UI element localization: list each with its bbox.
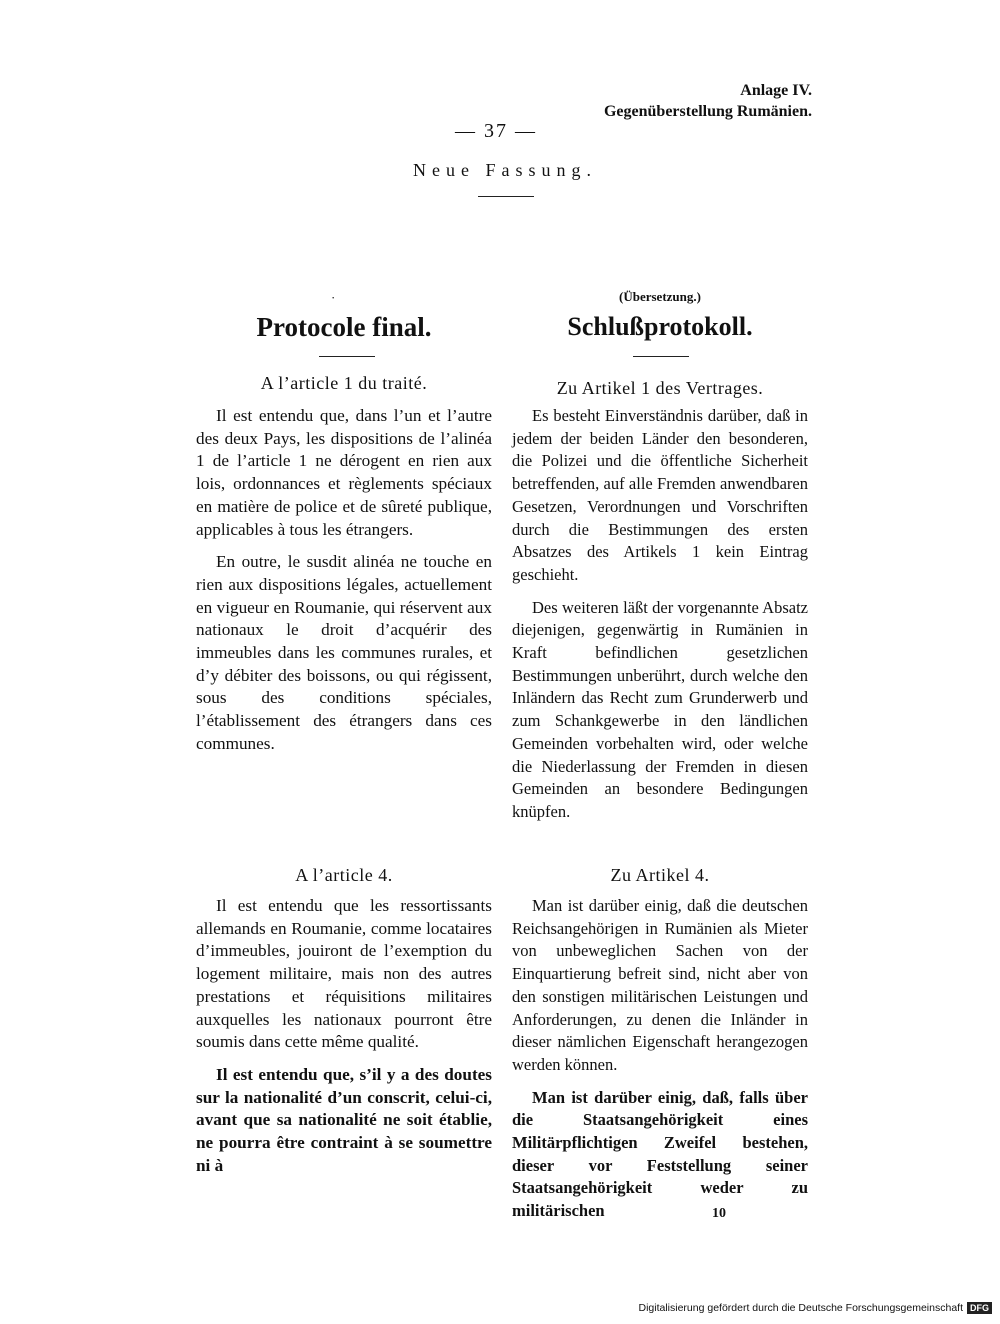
right-section-1-heading: Zu Artikel 1 des Vertrages. — [556, 378, 764, 398]
left-s2-paragraph-2: Il est entendu que, s’il y a des doutes sur la nationalité d’un conscrit, celui-ci, avant que sa nationalité ne soit établie, ne pourra être contraint à se soumettre ni à — [196, 1064, 492, 1175]
annex-label: Anlage IV. — [740, 82, 812, 99]
right-section-1-body — [512, 405, 808, 824]
annex-subtitle: Gegenüberstellung Rumänien. — [603, 103, 812, 120]
signature-mark: 10 — [712, 1206, 726, 1221]
right-section-2-body — [512, 895, 808, 1223]
footer — [638, 1302, 992, 1314]
page-number: — 37 — — [455, 120, 537, 142]
right-section-2-heading: Zu Artikel 4. — [610, 865, 710, 885]
left-section-1-heading: A l’article 1 du traité. — [260, 373, 428, 393]
right-s2-paragraph-1: Man ist darüber einig, daß die deutschen Reichsangehörigen in Rumänien als Mieter von unbeweglichen Sachen von der Einquartierung befreit sind, nicht aber von den sonstigen militärischen Leistungen und Anforderungen, zu denen die Inländer in dieser nämlichen Eigenschaft herangezogen werden können. — [512, 896, 808, 1074]
right-title: Schlußprotokoll. — [567, 312, 753, 341]
right-s1-paragraph-1: Es besteht Einverständnis darüber, daß in jedem der beiden Länder den besonderen, die Polizei und die öffentliche Sicherheit betreffenden, auf alle Fremden anwendbaren Gesetzen, Verordnungen und Vorschriften durch die Bestimmungen des ersten Absatzes des Artikels 1 kein Eintrag geschieht. — [512, 406, 808, 584]
footer-text: Digitalisierung gefördert durch die Deutsche Forschungsgemeinschaft — [638, 1302, 963, 1314]
left-section-2-body — [196, 895, 492, 1177]
annex-header — [604, 80, 812, 122]
translation-note: (Übersetzung.) — [619, 289, 701, 304]
neue-fassung-heading: Neue Fassung. — [413, 160, 597, 180]
left-s2-paragraph-1: Il est entendu que les ressortissants allemands en Roumanie, comme locataires d’immeubles, jouiront de l’exemption du logement militaire, mais non des autres prestations et réquisitions militaires auxquelles les nationaux pourront être soumis dans cette même qualité. — [196, 896, 492, 1052]
dfg-logo-icon: DFG — [967, 1302, 992, 1314]
right-title-rule — [633, 356, 689, 357]
left-title: Protocole final. — [256, 312, 432, 342]
left-s1-paragraph-2: En outre, le susdit alinéa ne touche en rien aux dispositions légales, actuellement en vigueur en Roumanie, qui réservent aux nationaux le droit d’acquérir des immeubles dans les communes rurales, et d’y débiter des boissons, ou qui régissent, sous des conditions spéciales, l’établissement des étrangers dans ces communes. — [196, 552, 492, 753]
right-s2-paragraph-2: Man ist darüber einig, daß, falls über die Staatsangehörigkeit eines Militärpflichtigen Zweifel bestehen, dieser vor Feststellung seiner Staatsangehörigkeit weder zu militärischen — [512, 1087, 808, 1221]
speck: · — [331, 290, 336, 305]
left-title-rule — [319, 356, 375, 357]
left-s1-paragraph-1: Il est entendu que, dans l’un et l’autre des deux Pays, les dispositions de l’alinéa 1 de l’article 1 ne dérogent en rien aux lois, ordonnances et règlements spéciaux en matière de police et de sûreté publique, applicables à tous les étrangers. — [196, 406, 492, 539]
heading-rule — [478, 196, 534, 197]
right-s1-paragraph-2: Des weiteren läßt der vorgenannte Absatz diejenigen, gegenwärtig in Rumänien in Kraft befindlichen gesetzlichen Bestimmungen unberührt, durch welche den Inländern das Recht zum Grunderwerb und zum Schankgewerbe in den ländlichen Gemeinden vorbehalten wird, oder welche die Niederlassung der Fremden in diesen Gemeinden an besondere Bedingungen knüpfen. — [512, 597, 808, 821]
left-section-1-body — [196, 405, 492, 756]
left-section-2-heading: A l’article 4. — [295, 865, 393, 885]
